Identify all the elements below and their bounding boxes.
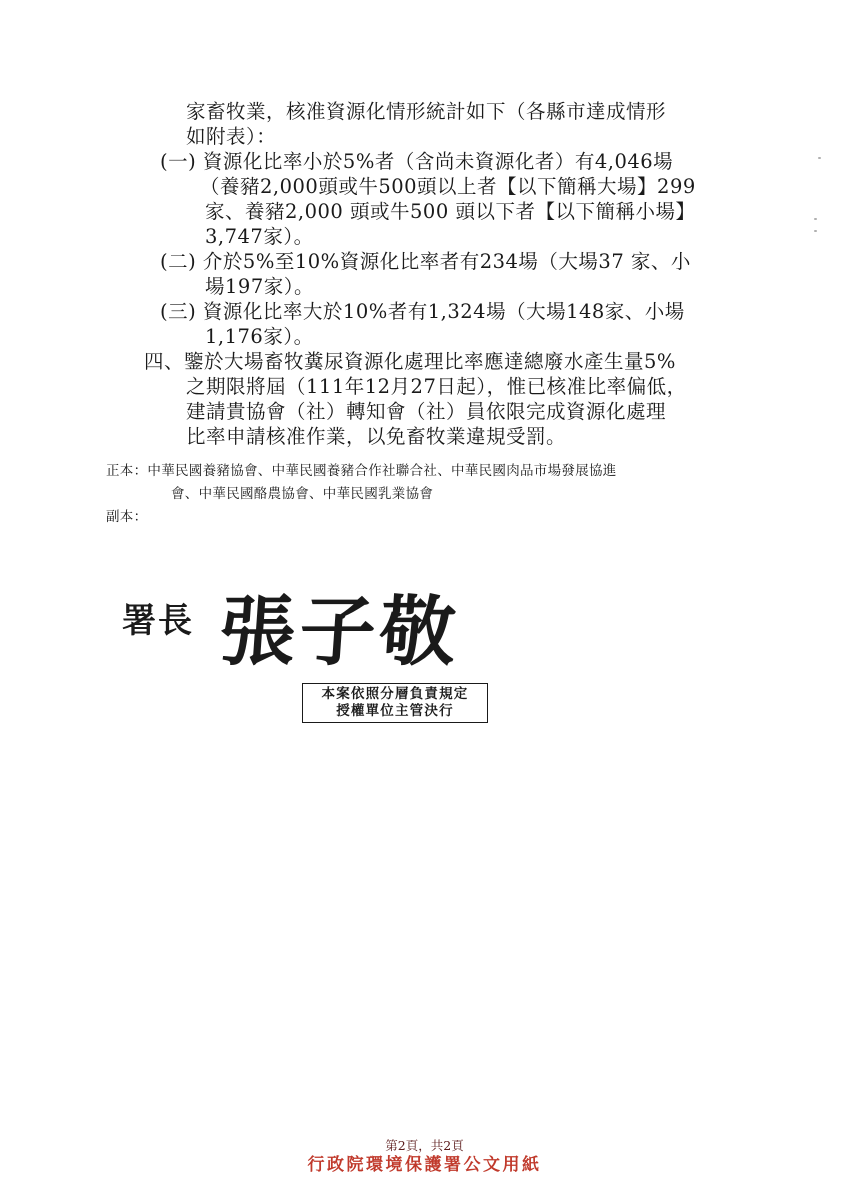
item-1-line-4: 3,747家）。	[205, 225, 314, 248]
copy-recipients-label: 副本：	[106, 509, 148, 525]
item-3-line-2: 1,176家）。	[205, 325, 314, 348]
item-4-line-3: 建請貴協會（社）轉知會（社）員依限完成資源化處理	[186, 400, 667, 423]
paper-title: 行政院環境保護署公文用紙	[307, 1155, 542, 1175]
stamp-line-1: 本案依照分層負責規定	[321, 686, 469, 702]
signature-block	[110, 575, 500, 685]
page-number: 第2頁，共2頁	[385, 1138, 464, 1153]
stamp-line-2: 授權單位主管決行	[336, 703, 454, 719]
item-4-line-2: 之期限將屆（111年12月27日起），惟已核准比率偏低，	[186, 375, 687, 398]
main-recipients-line-1: 正本：中華民國養豬協會、中華民國養豬合作社聯合社、中華民國肉品市場發展協進	[106, 463, 617, 479]
scan-speck	[814, 230, 817, 232]
signature-title: 署長	[122, 601, 194, 641]
delegation-stamp	[302, 683, 488, 723]
item-1-line-3: 家、養豬2,000 頭或牛500 頭以下者【以下簡稱小場】	[205, 200, 696, 223]
scan-speck	[814, 218, 817, 220]
signature-name: 張子敬	[216, 587, 463, 676]
intro-line-2: 如附表）：	[186, 125, 277, 148]
scan-speck	[818, 157, 821, 159]
item-4-line-1: 四、鑒於大場畜牧糞尿資源化處理比率應達總廢水產生量5%	[144, 350, 676, 373]
item-4-line-4: 比率申請核准作業，以免畜牧業違規受罰。	[186, 425, 567, 448]
item-3-line-1: (三) 資源化比率大於10%者有1,324場（大場148家、小場	[160, 300, 685, 323]
item-2-line-2: 場197家）。	[205, 275, 314, 298]
item-1-line-1: (一) 資源化比率小於5%者（含尚未資源化者）有4,046場	[160, 150, 674, 173]
item-1-line-2: （養豬2,000頭或牛500頭以上者【以下簡稱大場】299	[200, 175, 696, 198]
item-2-line-1: (二) 介於5%至10%資源化比率者有234場（大場37 家、小	[160, 250, 691, 273]
intro-line-1: 家畜牧業，核准資源化情形統計如下（各縣市達成情形	[186, 100, 667, 123]
main-recipients-line-2: 會、中華民國酪農協會、中華民國乳業協會	[171, 486, 434, 502]
